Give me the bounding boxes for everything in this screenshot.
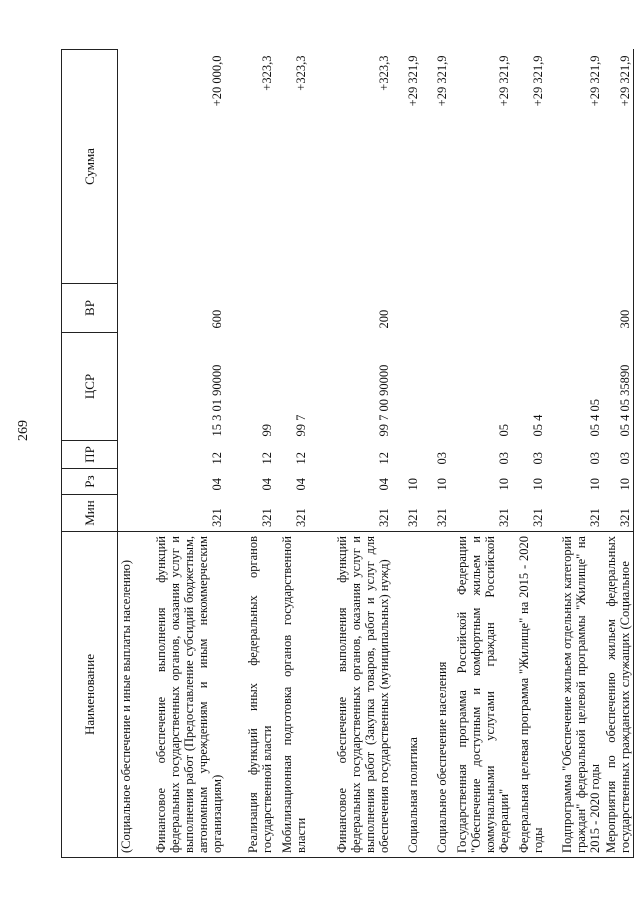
row-sum: +29 321,9 — [496, 55, 511, 107]
header-name: Наименование — [62, 532, 118, 858]
row-csr: 05 4 05 — [587, 399, 602, 437]
table-row — [512, 50, 546, 858]
row-rz: 10 — [530, 478, 545, 491]
header-vr: ВР — [62, 284, 118, 333]
row-csr: 05 — [496, 424, 511, 437]
row-pr: 03 — [587, 452, 602, 465]
table-row — [225, 50, 275, 858]
row-name: Финансовое обеспечение выполнения функций федеральных государственных органов, оказания услуг и выполнения работ (Предоставление субсидий бюджетным, автономным учреждениям и иным некоммерческим организациям) — [142, 532, 225, 858]
row-pr: 03 — [530, 452, 545, 465]
row-pr: 12 — [209, 452, 224, 465]
row-pr — [392, 441, 421, 469]
row-vr — [225, 284, 275, 333]
row-name: Подпрограмма "Обеспечение жильем отдельных категорий граждан" федеральной целевой программы "Жилище" на 2015 - 2020 годы — [546, 532, 603, 858]
row-min: 321 — [496, 508, 511, 527]
header-csr: ЦСР — [62, 333, 118, 441]
table-row — [309, 50, 392, 858]
row-rz: 10 — [603, 469, 634, 495]
row-sum: +323,3 — [376, 55, 391, 91]
header-pr: ПР — [62, 441, 118, 469]
row-rz: 04 — [376, 478, 391, 491]
row-rz: 04 — [209, 478, 224, 491]
row-csr: 99 7 — [293, 414, 308, 437]
row-vr: 300 — [603, 284, 634, 333]
row-min: 321 — [530, 508, 545, 527]
row-vr — [118, 284, 142, 333]
row-pr: 12 — [293, 452, 308, 465]
table-row — [603, 50, 634, 858]
row-pr: 03 — [434, 452, 449, 465]
row-csr — [118, 333, 142, 441]
row-min — [118, 495, 142, 532]
row-vr — [275, 284, 309, 333]
row-csr: 99 7 00 90000 — [376, 364, 391, 437]
row-vr: 600 — [209, 309, 224, 329]
row-pr: 03 — [603, 441, 634, 469]
row-sum: +29 321,9 — [434, 55, 449, 107]
table-row — [275, 50, 309, 858]
budget-table — [61, 49, 634, 858]
row-sum: +29 321,9 — [405, 55, 420, 107]
row-min: 321 — [376, 508, 391, 527]
row-vr — [546, 284, 603, 333]
row-vr — [512, 284, 546, 333]
row-name: Федеральная целевая программа "Жилище" на 2015 - 2020 годы — [512, 532, 546, 858]
row-csr: 05 4 — [530, 414, 545, 437]
row-name: Социальная политика — [392, 532, 421, 858]
row-csr: 15 3 01 90000 — [209, 364, 224, 437]
row-vr — [421, 284, 450, 333]
row-sum: +323,3 — [259, 55, 274, 91]
row-min: 321 — [434, 508, 449, 527]
row-min: 321 — [209, 508, 224, 527]
row-min: 321 — [293, 508, 308, 527]
row-vr — [450, 284, 512, 333]
row-pr: 12 — [259, 452, 274, 465]
row-sum — [118, 50, 142, 284]
row-name: Государственная программа Российской Федерации "Обеспечение доступным и комфортным жильем и коммунальными услугами граждан Российской Федерации" — [450, 532, 512, 858]
row-rz: 10 — [496, 478, 511, 491]
row-name: Финансовое обеспечение выполнения функций федеральных государственных органов, оказания услуг и выполнения работ (Закупка товаров, работ и услуг для обеспечения государственных (муниципальных) нужд) — [309, 532, 392, 858]
row-vr — [392, 284, 421, 333]
row-csr — [392, 333, 421, 441]
row-rz: 10 — [587, 478, 602, 491]
row-csr: 05 4 05 35890 — [603, 333, 634, 441]
row-rz — [118, 469, 142, 495]
row-rz: 04 — [259, 478, 274, 491]
row-sum: +29 321,9 — [530, 55, 545, 107]
budget-table-container — [61, 50, 632, 858]
header-min: Мин — [62, 495, 118, 532]
row-csr — [421, 333, 450, 441]
row-min: 321 — [259, 508, 274, 527]
row-rz: 10 — [405, 478, 420, 491]
row-sum: +29 321,9 — [603, 50, 634, 284]
row-name: Социальное обеспечение населения — [421, 532, 450, 858]
table-row — [450, 50, 512, 858]
row-pr — [118, 441, 142, 469]
table-row — [421, 50, 450, 858]
table-row — [142, 50, 225, 858]
row-vr: 200 — [376, 309, 391, 329]
row-min: 321 — [405, 508, 420, 527]
header-sum: Сумма — [62, 50, 118, 284]
row-pr: 03 — [496, 452, 511, 465]
row-name: Мобилизационная подготовка органов государственной власти — [275, 532, 309, 858]
row-rz: 10 — [434, 478, 449, 491]
page-number: 269 — [16, 420, 31, 441]
row-name: Реализация функций иных федеральных органов государственной власти — [225, 532, 275, 858]
row-sum: +20 000,0 — [209, 55, 224, 107]
row-name: Мероприятия по обеспечению жильем федеральных государственных гражданских служащих (Социальное — [603, 532, 634, 858]
row-min: 321 — [587, 508, 602, 527]
table-header-row — [62, 50, 118, 858]
header-rz: Рз — [62, 469, 118, 495]
table-row — [546, 50, 603, 858]
table-row — [392, 50, 421, 858]
row-min: 321 — [603, 495, 634, 532]
row-sum: +323,3 — [293, 55, 308, 91]
row-csr: 99 — [259, 424, 274, 437]
row-rz: 04 — [293, 478, 308, 491]
row-sum: +29 321,9 — [587, 55, 602, 107]
table-row — [118, 50, 142, 858]
row-pr: 12 — [376, 452, 391, 465]
row-name: (Социальное обеспечение и иные выплаты населению) — [118, 532, 142, 858]
